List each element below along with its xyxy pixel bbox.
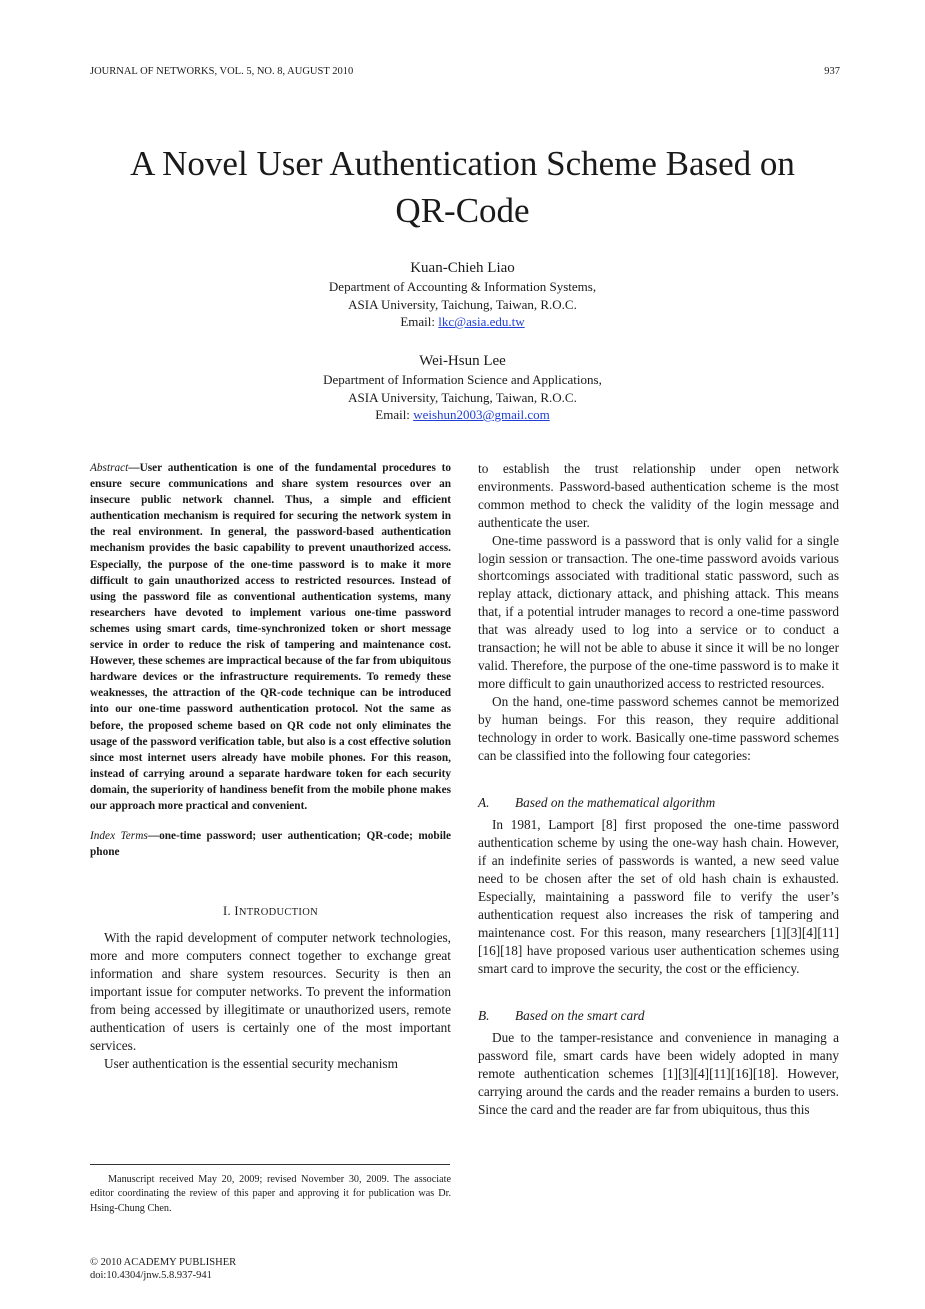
author-block-1	[160, 258, 765, 331]
intro-paragraph-2: User authentication is the essential security mechanism	[104, 1055, 398, 1071]
abstract-label: Abstract	[90, 462, 129, 474]
abstract-text: —User authentication is one of the fundamental procedures to ensure secure communications and share system resources over an insecure public network channel. Thus, a simple and efficient authentication mechanism is required for securing the network system in the real environment. In general, the password-based authentication mechanism provides the basic capability to prevent unauthorized access. Especially, the purpose of the one-time password is to make it more difficult to gain unauthorized access to restricted resources. Instead of using the password file as conventional authentication systems, many researchers have devoted to implement various one-time password schemes using smart cards, time-synchronized token or short message service in order to reduce the risk of tampering and maintenance cost. However, these schemes are impractical because of the far from ubiquitous hardware devices or the infrastructure requirements. To remedy these weaknesses, the attraction of the QR-code technique can be introduced into our one-time password authentication protocol. Not the same as before, the proposed scheme based on QR code not only eliminates the usage of the password verification table, but also is a cost effective solution since most internet users already have mobile phones. For this reason, instead of carrying around a separate hardware token for each security domain, the superiority of handiness benefit from the mobile phone makes our approach more practical and convenient.	[90, 462, 451, 812]
author-email-link[interactable]: lkc@asia.edu.tw	[438, 314, 525, 329]
abstract	[90, 460, 451, 814]
intro-paragraph-1: With the rapid development of computer network technologies, more and more computers connect together to exchange great information and share system resources. Security is then an important issue for computer networks. To prevent the information from being accessed by illegitimate or unauthorized users, remote authentication of users is certainly one of the most important services.	[90, 930, 451, 1053]
subsection-a-text: In 1981, Lamport [8] first proposed the one-time password authentication scheme by using the one-way hash chain. However, if an indefinite series of passwords is wanted, a new seed value need to be chosen after the set of old hash chain is exhausted. Especially, maintaining a password file to verify the user’s authentication request also increases the risk of tampering and maintenance cost. For this reason, many researchers [1][3][4][11][16][18] have proposed various user authentication schemes using smart card to improve the security, the cost or the efficiency.	[478, 817, 839, 976]
right-column	[478, 460, 839, 1119]
footnote-text: Manuscript received May 20, 2009; revised November 30, 2009. The associate editor coordinating the review of this paper and approving it for publication was Dr. Hsing-Chung Chen.	[90, 1174, 451, 1214]
section-number: I.	[223, 904, 235, 919]
footnote-divider	[90, 1164, 450, 1165]
subsection-title: Based on the mathematical algorithm	[515, 795, 716, 811]
page-number: 937	[824, 66, 840, 77]
index-terms-label: Index Terms	[90, 830, 148, 843]
email-label: Email:	[400, 314, 439, 329]
subsection-title: Based on the smart card	[515, 1008, 645, 1024]
index-terms-text: —one-time password; user authentication; QR-code; mobile phone	[90, 830, 451, 859]
subsection-heading-b	[478, 1007, 839, 1025]
index-terms	[90, 828, 451, 860]
author-block-2	[160, 351, 765, 424]
author-department: Department of Accounting & Information Systems,	[328, 279, 597, 294]
author-department: Department of Information Science and Applications,	[323, 372, 602, 387]
copyright-line: © 2010 ACADEMY PUBLISHER	[90, 1257, 237, 1268]
copyright-block	[90, 1256, 236, 1282]
doi-line: doi:10.4304/jnw.5.8.937-941	[90, 1270, 212, 1281]
journal-info: JOURNAL OF NETWORKS, VOL. 5, NO. 8, AUGUST 2010	[90, 66, 354, 77]
author-institution: ASIA University, Taichung, Taiwan, R.O.C.	[348, 389, 577, 405]
title-line-2: QR-Code	[395, 191, 530, 230]
section-heading-first-letter: I	[234, 904, 239, 919]
otp-paragraph: One-time password is a password that is only valid for a single login session or transaction. The one-time password avoids various shortcomings associated with traditional static password, such as replay attack, dictionary attack, and phishing attack. This means that, if a potential intruder manages to record a one-time password that was already used to log into a service or to conduct a transaction; he will not be able to abuse it since it will be no longer valid. Therefore, the purpose of the one-time password is to make it more difficult to gain unauthorized access to restricted resources.	[478, 532, 839, 691]
author-email-link[interactable]: weishun2003@gmail.com	[413, 407, 550, 422]
otp-categories-paragraph: On the hand, one-time password schemes cannot be memorized by human beings. For this reason, they require additional technology in order to work. Basically one-time password schemes can be classified into the following four categories:	[478, 693, 839, 763]
section-heading-introduction	[90, 904, 451, 919]
author-name: Wei-Hsun Lee	[419, 353, 506, 369]
subsection-heading-a	[478, 794, 839, 812]
title-line-1: A Novel User Authentication Scheme Based on	[130, 144, 795, 183]
paper-title	[60, 140, 865, 234]
footnote	[90, 1164, 451, 1216]
author-name: Kuan-Chieh Liao	[410, 260, 515, 276]
subsection-letter: B.	[478, 1008, 490, 1024]
author-institution: ASIA University, Taichung, Taiwan, R.O.C.	[348, 296, 577, 312]
subsection-b-text: Due to the tamper-resistance and convenience in managing a password file, smart cards have been widely adopted in many remote authentication schemes [1][3][4][11][16][18]. However, carrying around the cards and the reader remains a burden to users. Since the card and the reader are far from ubiquitous, thus this	[478, 1030, 839, 1117]
section-heading-rest: NTRODUCTION	[238, 907, 318, 919]
author-email-line	[160, 406, 765, 424]
author-email-line	[160, 313, 765, 331]
email-label: Email:	[375, 407, 414, 422]
intro-continuation: to establish the trust relationship under open network environments. Password-based authentication scheme is the most common method to check the validity of the login message and authenticate the user.	[478, 461, 839, 530]
left-column	[90, 460, 451, 1073]
subsection-letter: A.	[478, 795, 490, 811]
